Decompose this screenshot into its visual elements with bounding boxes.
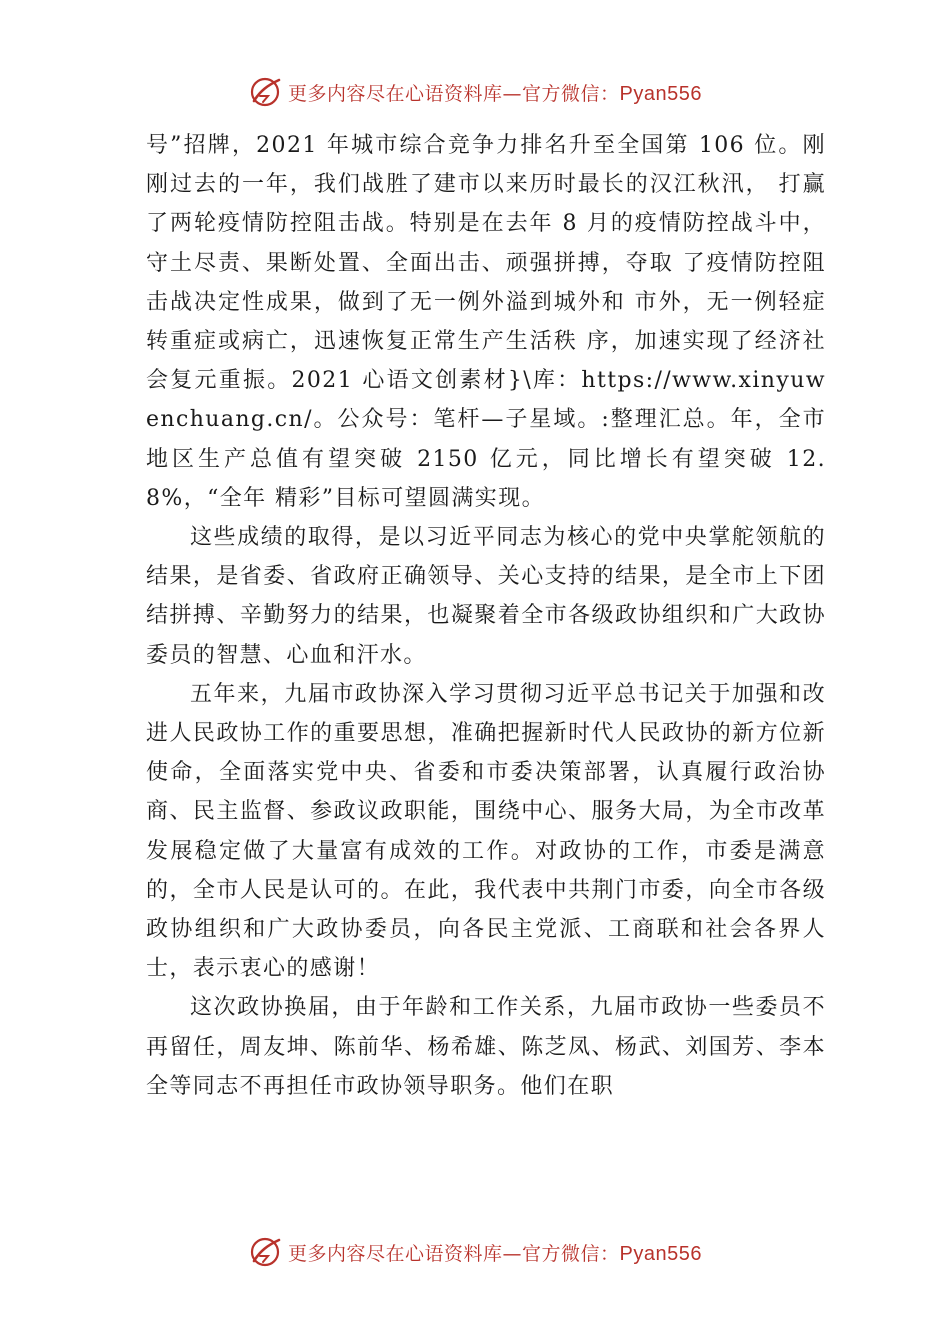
footer-watermark-banner <box>0 1232 950 1272</box>
document-body <box>146 126 826 1106</box>
paragraph-4: 这次政协换届，由于年龄和工作关系，九届市政协一些委员不再留任，周友坤、陈前华、杨希雄、陈芝凤、杨武、刘国芳、李本全等同志不再担任市政协领导职务。他们在职 <box>146 995 826 1099</box>
paragraph-1: 号”招牌，2021 年城市综合竞争力排名升至全国第 106 位。刚刚过去的一年，我们战胜了建市以来历时最长的汉江秋汛， 打赢了两轮疫情防控阻击战。特别是在去年 8 月的疫情防控战斗中，守土尽责、果断处置、全面出击、顽强拼搏，夺取 了疫情防控阻击战决定性成果，做到了无一例外溢到城外和 市外，无一例轻症转重症或病亡，迅速恢复正常生产生活秩 序，加速实现了经济社会复元重振。2021 心语文创素材}\库：https://www.xinyuwenchuang.cn/。公众号：笔杆—子星域。:整理汇总。年，全市地区生产总值有望突破 2150 亿元，同比增长有望突破 12.8%，“全年 精彩”目标可望圆满实现。 <box>146 133 826 511</box>
brand-logo-icon <box>248 75 282 109</box>
banner-text <box>288 79 702 106</box>
paragraph-3: 五年来，九届市政协深入学习贯彻习近平总书记关于加强和改进人民政协工作的重要思想，准确把握新时代人民政协的新方位新使命，全面落实党中央、省委和市委决策部署，认真履行政治协商、民主监督、参政议政职能，围绕中心、服务大局，为全市改革发展稳定做了大量富有成效的工作。对政协的工作，市委是满意的，全市人民是认可的。在此，我代表中共荆门市委，向全市各级政协组织和广大政协委员，向各民主党派、工商联和社会各界人士，表示衷心的感谢！ <box>146 681 826 982</box>
banner-text-cn: 更多内容尽在心语资料库—官方微信： <box>288 1242 620 1265</box>
banner-wechat-id: Pyan556 <box>619 82 702 105</box>
paragraph-2: 这些成绩的取得，是以习近平同志为核心的党中央掌舵领航的结果，是省委、省政府正确领导、关心支持的结果，是全市上下团结拼搏、辛勤努力的结果，也凝聚着全市各级政协组织和广大政协委员的智慧、心血和汗水。 <box>146 525 826 668</box>
banner-text <box>288 1239 702 1266</box>
banner-text-cn: 更多内容尽在心语资料库—官方微信： <box>288 82 620 105</box>
banner-wechat-id: Pyan556 <box>619 1242 702 1265</box>
header-watermark-banner <box>0 72 950 112</box>
brand-logo-icon <box>248 1235 282 1269</box>
